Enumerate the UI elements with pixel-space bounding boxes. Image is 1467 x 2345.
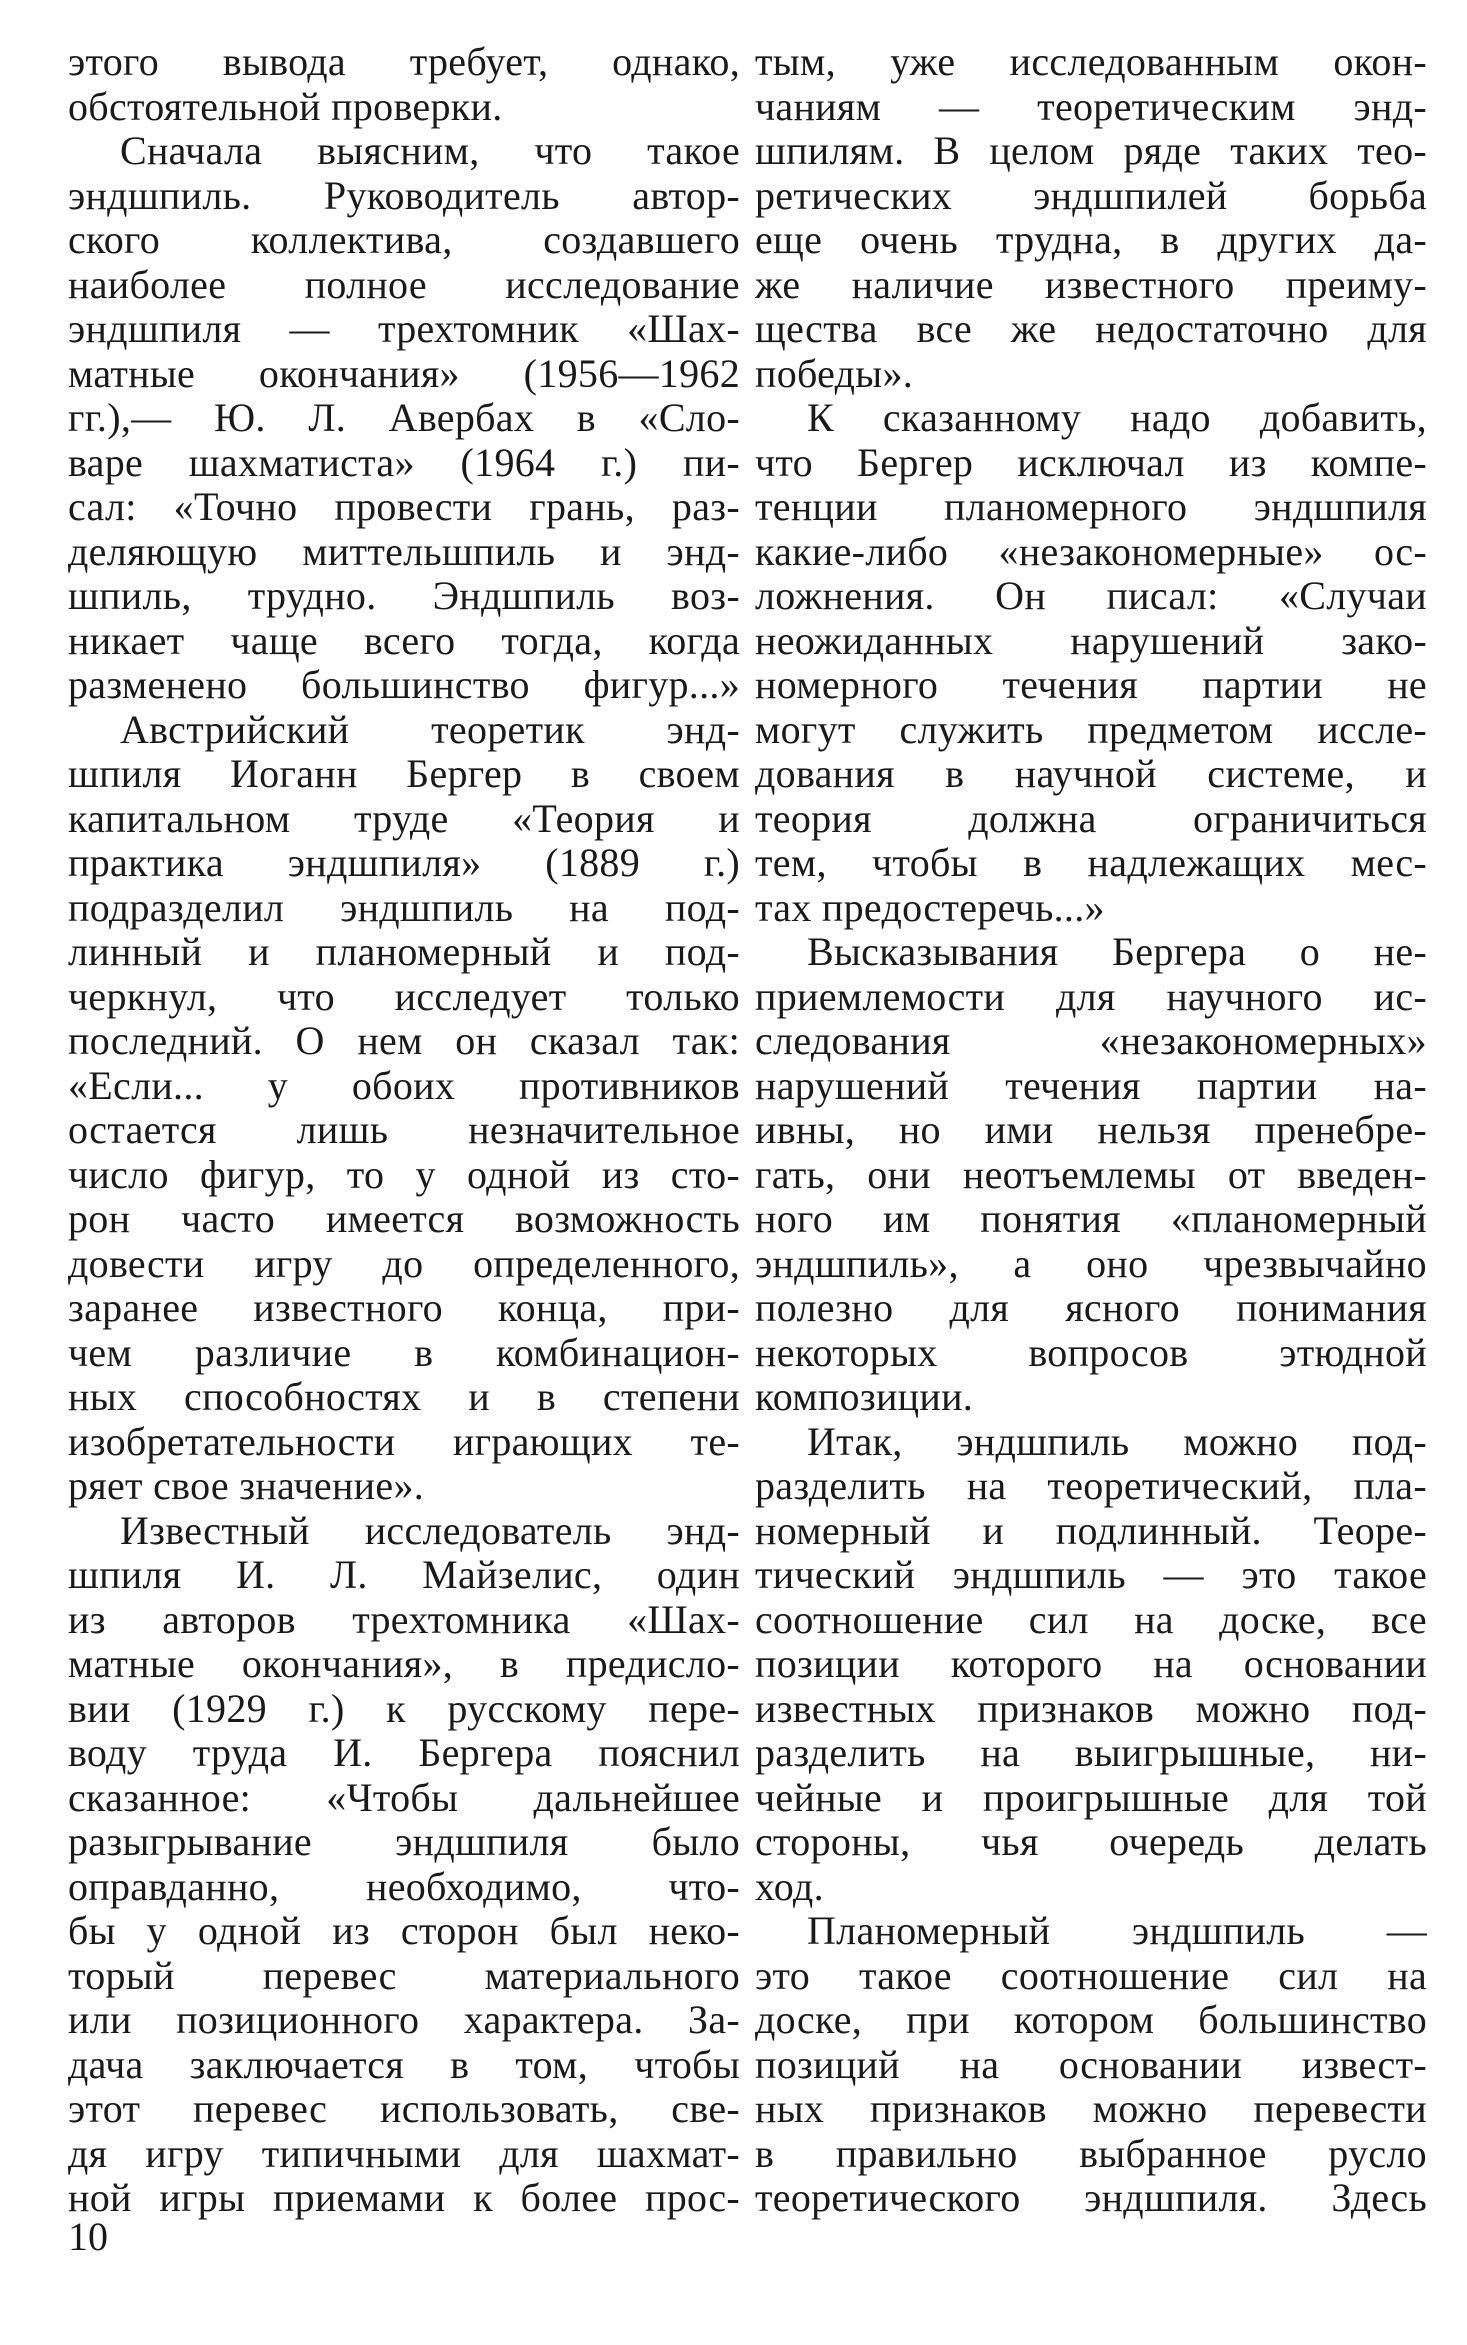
text-column-left [68, 40, 740, 2221]
text-line: разменено большинство фигур...» [68, 663, 740, 707]
text-line: следования «незакономерных» [755, 1019, 1427, 1063]
text-line: ного им понятия «планомерный [755, 1197, 1427, 1241]
text-line: теоретического эндшпиля. Здесь [755, 2176, 1427, 2220]
text-line: Австрийский теоретик энд- [120, 707, 740, 752]
text-line: дача заключается в том, чтобы [68, 2042, 740, 2087]
text-line: ной игры приемами к более прос- [68, 2176, 740, 2220]
text-line: ретических эндшпилей борьба [755, 173, 1427, 218]
text-line: эндшпиль. Руководитель автор- [68, 173, 740, 218]
text-line: черкнул, что исследует только [68, 974, 740, 1019]
text-line: бы у одной из сторон был неко- [68, 1909, 740, 1953]
text-line: сказанное: «Чтобы дальнейшее [68, 1775, 740, 1820]
page-number: 10 [68, 2214, 108, 2259]
text-line: сал: «Точно провести грань, раз- [68, 485, 740, 529]
text-line: нарушений течения партии на- [755, 1063, 1427, 1108]
text-line: матные окончания» (1956—1962 [68, 351, 740, 396]
text-line: стороны, чья очередь делать [755, 1820, 1427, 1864]
text-line: тенции планомерного эндшпиля [755, 485, 1427, 529]
text-line: в правильно выбранное русло [755, 2131, 1427, 2176]
text-line: ского коллектива, создавшего [68, 218, 740, 262]
text-line: последний. О нем он сказал так: [68, 1019, 740, 1063]
text-line: эндшпиля — трехтомник «Шах- [68, 307, 740, 351]
text-line: число фигур, то у одной из сто- [68, 1152, 740, 1197]
text-line: никает чаще всего тогда, когда [68, 618, 740, 663]
text-line: шпиль, трудно. Эндшпиль воз- [68, 574, 740, 618]
text-line: обстоятельной проверки. [68, 84, 503, 129]
text-line: приемлемости для научного ис- [755, 974, 1427, 1019]
text-line: тический эндшпиль — это такое [755, 1553, 1427, 1597]
text-line: ных способностях и в степени [68, 1375, 740, 1419]
text-line: варе шахматиста» (1964 г.) пи- [68, 440, 740, 485]
text-line: это такое соотношение сил на [755, 1953, 1427, 1998]
text-line: соотношение сил на доске, все [755, 1597, 1427, 1642]
text-line: этого вывода требует, однако, [68, 40, 740, 84]
text-line: что Бергер исключал из компе- [755, 440, 1427, 485]
text-line: известных признаков можно под- [755, 1686, 1427, 1731]
text-line: К сказанному надо добавить, [807, 396, 1427, 440]
text-line: вии (1929 г.) к русскому пере- [68, 1686, 740, 1731]
text-line: разыгрывание эндшпиля было [68, 1820, 740, 1864]
text-line: доске, при котором большинство [755, 1998, 1427, 2042]
text-column-right [755, 40, 1427, 2221]
text-line: номерный и подлинный. Теоре- [755, 1508, 1427, 1553]
text-line: разделить на теоретический, пла- [755, 1464, 1427, 1508]
text-line: довести игру до определенного, [68, 1241, 740, 1286]
text-line: номерного течения партии не [755, 663, 1427, 707]
text-line: композиции. [755, 1375, 974, 1419]
text-line: Известный исследователь энд- [120, 1508, 740, 1553]
text-line: эндшпиль», а оно чрезвычайно [755, 1241, 1427, 1286]
text-line: Сначала выясним, что такое [120, 129, 740, 173]
text-line: оправданно, необходимо, что- [68, 1864, 740, 1909]
text-line: изобретательности играющих те- [68, 1419, 740, 1464]
text-line: победы». [755, 351, 914, 396]
text-line: ивны, но ими нельзя пренебре- [755, 1108, 1427, 1152]
text-line: неожиданных нарушений зако- [755, 618, 1427, 663]
text-line: некоторых вопросов этюдной [755, 1330, 1427, 1375]
text-line: чем различие в комбинацион- [68, 1330, 740, 1375]
text-line: торый перевес материального [68, 1953, 740, 1998]
text-line: «Если... у обоих противников [68, 1063, 740, 1108]
text-line: остается лишь незначительное [68, 1108, 740, 1152]
text-line: матные окончания», в предисло- [68, 1642, 740, 1686]
text-line: линный и планомерный и под- [68, 930, 740, 974]
text-line: разделить на выигрышные, ни- [755, 1731, 1427, 1775]
text-line: Высказывания Бергера о не- [807, 930, 1427, 974]
text-line: полезно для ясного понимания [755, 1286, 1427, 1330]
text-line: деляющую миттельшпиль и энд- [68, 529, 740, 574]
text-line: тым, уже исследованным окон- [755, 40, 1427, 84]
text-line: щества все же недостаточно для [755, 307, 1427, 351]
text-line: Планомерный эндшпиль — [807, 1909, 1427, 1953]
text-line: ных признаков можно перевести [755, 2087, 1427, 2131]
text-line: капитальном труде «Теория и [68, 796, 740, 841]
text-line: шпиля И. Л. Майзелис, один [68, 1553, 740, 1597]
text-line: какие-либо «незакономерные» ос- [755, 529, 1427, 574]
text-line: или позиционного характера. За- [68, 1998, 740, 2042]
text-line: теория должна ограничиться [755, 796, 1427, 841]
text-line: же наличие известного преиму- [755, 262, 1427, 307]
text-line: практика эндшпиля» (1889 г.) [68, 841, 740, 885]
text-line: из авторов трехтомника «Шах- [68, 1597, 740, 1642]
text-line: подразделил эндшпиль на под- [68, 885, 740, 930]
text-line: еще очень трудна, в других да- [755, 218, 1427, 262]
text-line: рон часто имеется возможность [68, 1197, 740, 1241]
text-line: чейные и проигрышные для той [755, 1775, 1427, 1820]
text-line: наиболее полное исследование [68, 262, 740, 307]
text-line: заранее известного конца, при- [68, 1286, 740, 1330]
text-line: позиции которого на основании [755, 1642, 1427, 1686]
text-line: чаниям — теоретическим энд- [755, 84, 1427, 129]
text-line: этот перевес использовать, све- [68, 2087, 740, 2131]
text-line: ряет свое значение». [68, 1464, 425, 1508]
text-line: могут служить предметом иссле- [755, 707, 1427, 752]
text-line: гать, они неотъемлемы от введен- [755, 1152, 1427, 1197]
text-line: воду труда И. Бергера пояснил [68, 1731, 740, 1775]
text-line: Итак, эндшпиль можно под- [807, 1419, 1427, 1464]
text-line: дя игру типичными для шахмат- [68, 2131, 740, 2176]
text-line: шпиля Иоганн Бергер в своем [68, 752, 740, 796]
text-line: позиций на основании извест- [755, 2042, 1427, 2087]
text-line: тем, чтобы в надлежащих мес- [755, 841, 1427, 885]
text-line: ложнения. Он писал: «Случаи [755, 574, 1427, 618]
text-line: ход. [755, 1864, 824, 1909]
text-line: гг.),— Ю. Л. Авербах в «Сло- [68, 396, 740, 440]
text-line: шпилям. В целом ряде таких тео- [755, 129, 1427, 173]
text-line: дования в научной системе, и [755, 752, 1427, 796]
text-line: тах предостеречь...» [755, 885, 1105, 930]
